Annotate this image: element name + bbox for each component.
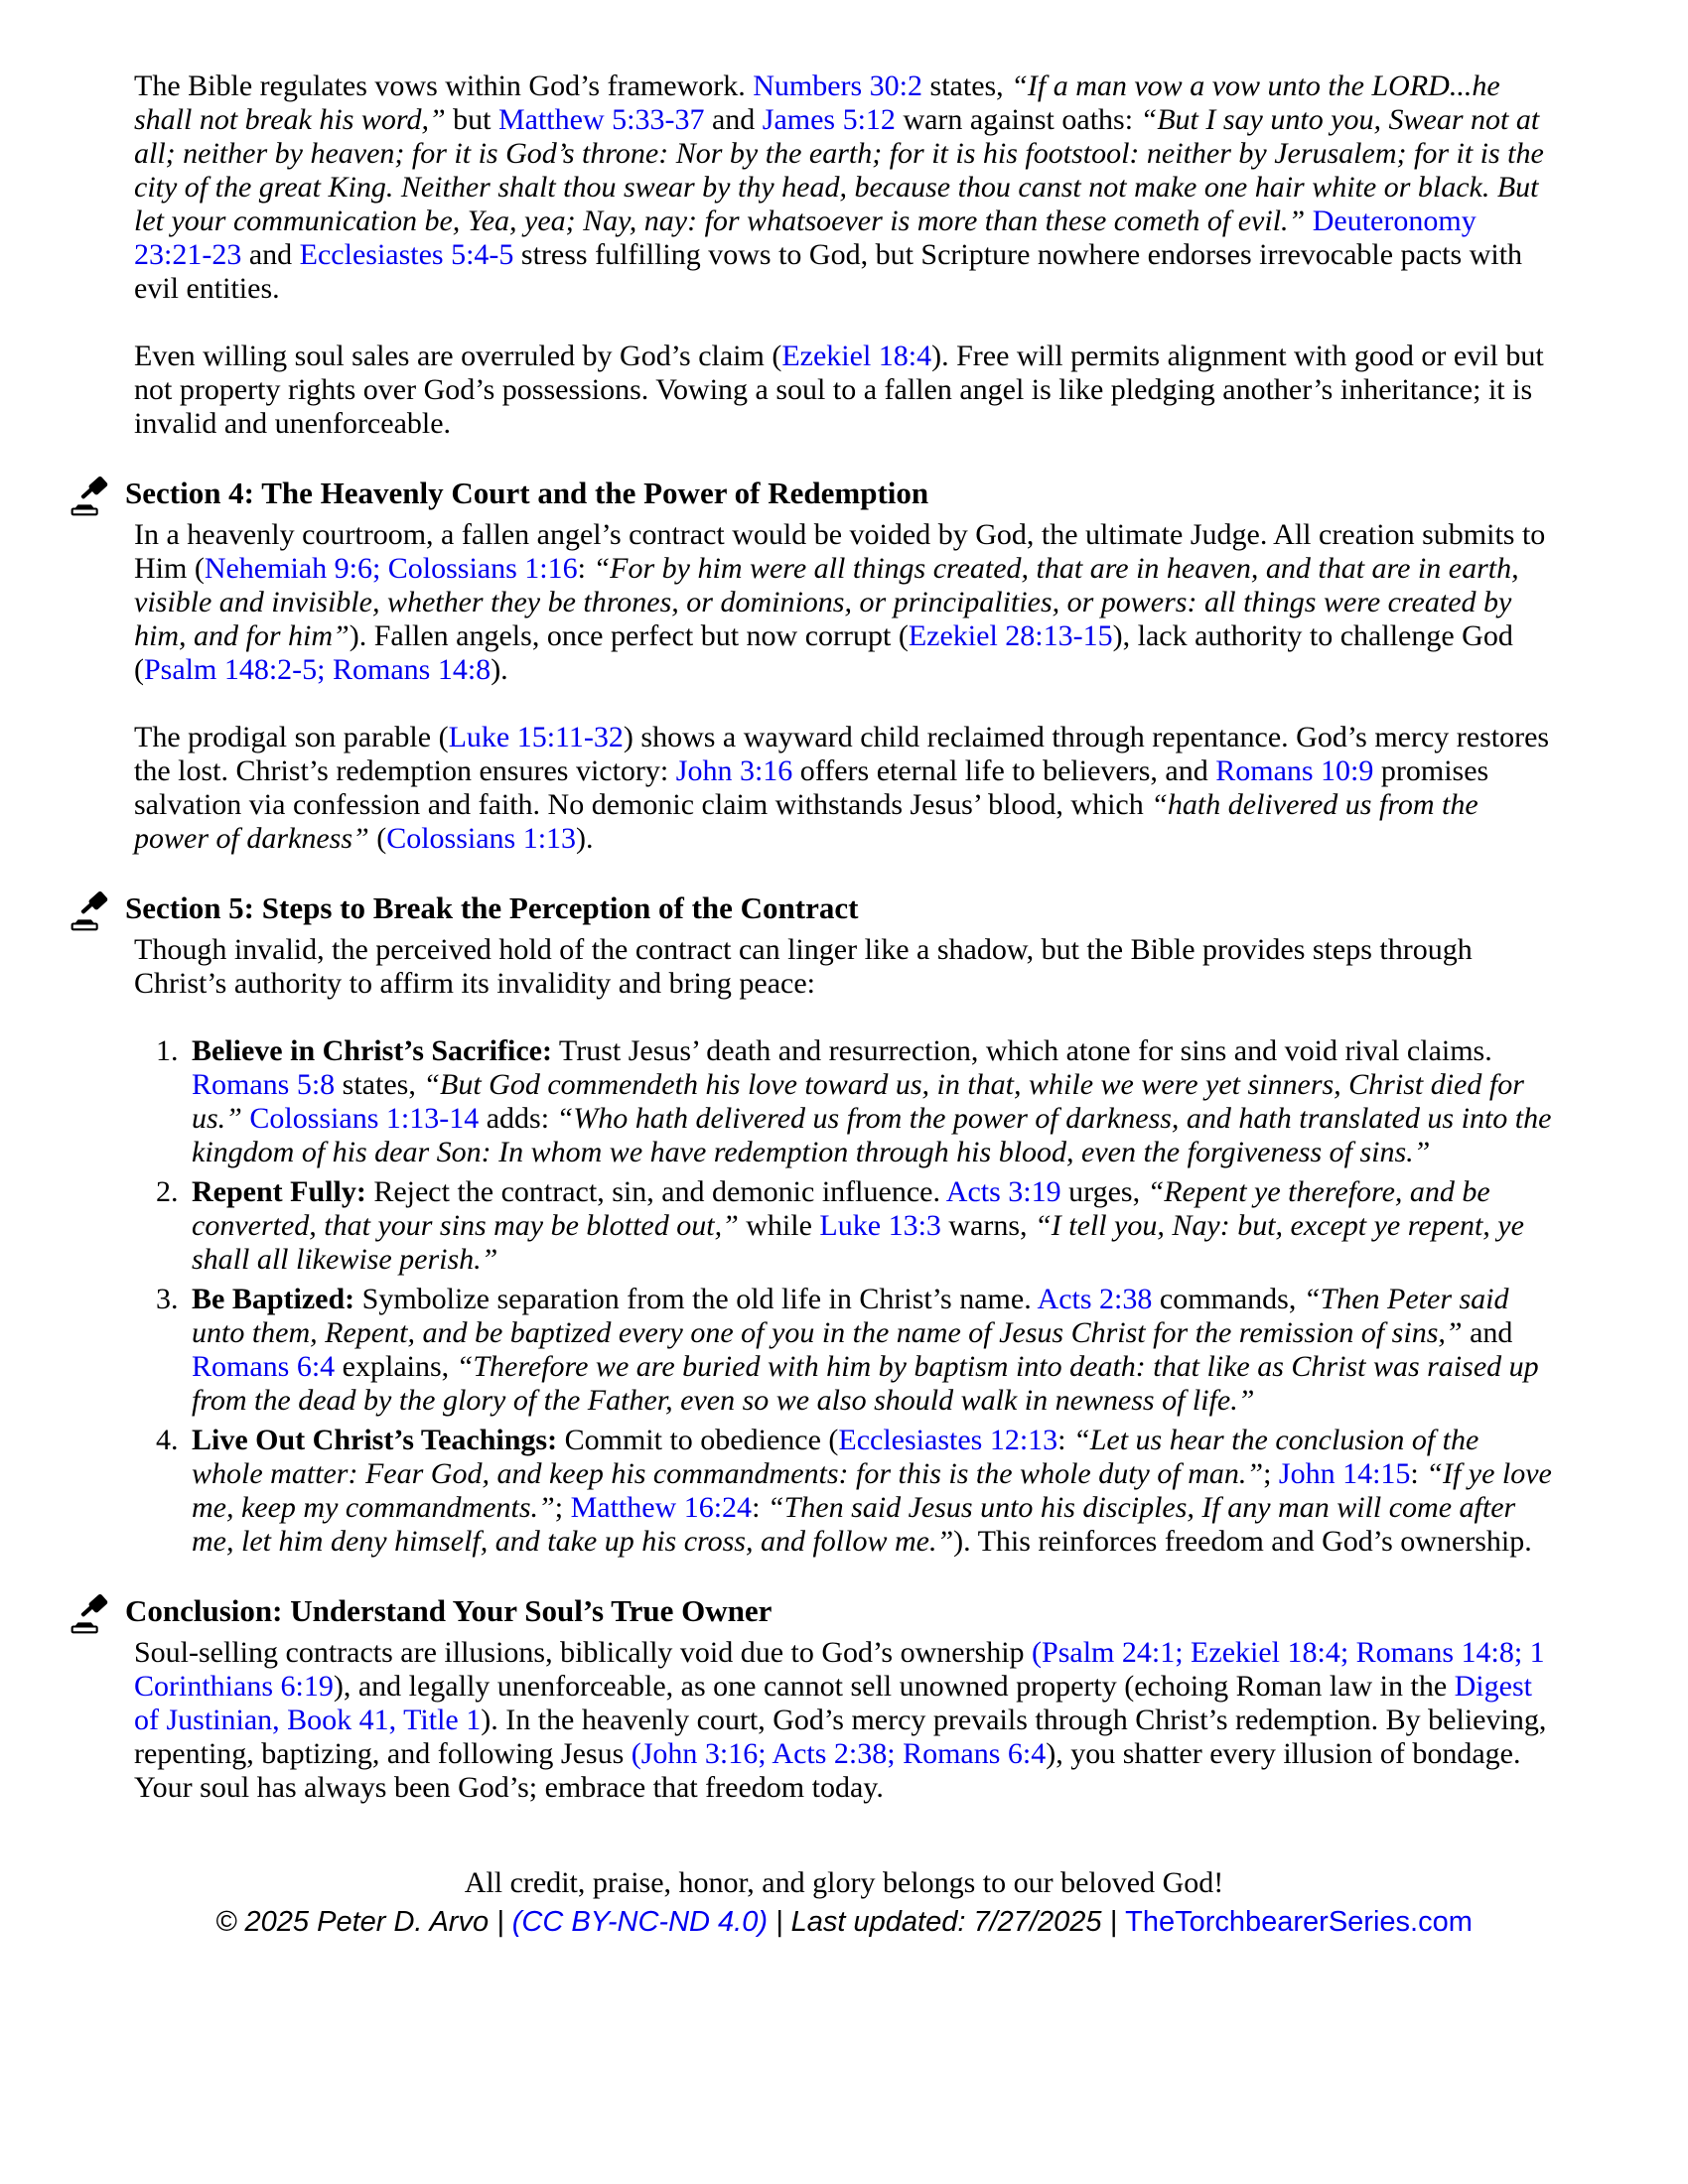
scripture-link[interactable]: Luke 13:3 [819, 1209, 941, 1242]
text-run: In a heavenly courtroom, a fallen angel’s contract would be voided by God, the ultimate Judge. All creation submits to Him ( [134, 518, 1546, 585]
text-run: “Therefore we are buried with him by baptism into death: that like as Christ was raised up from the dead by the glory of the Father, even so we also should walk in newness of life.” [192, 1350, 1539, 1417]
text-run: but [453, 103, 498, 136]
text-run: states, [335, 1068, 424, 1101]
conclusion-heading-text: Conclusion: Understand Your Soul’s True Owner [125, 1593, 773, 1628]
text-run: “For by him were all things created, that are in heaven, and that are in earth, visible and invisible, whether they be thrones, or dominions, or principalities, or powers: all things were created by him, and for him” [134, 552, 1519, 652]
text-run: : [752, 1491, 768, 1524]
text-run: Commit to obedience ( [557, 1424, 839, 1456]
text-run: ). [576, 822, 594, 855]
step-2-repent [186, 1175, 1554, 1277]
text-run: “hath delivered us from the power of darkness” [134, 788, 1478, 855]
text-run: Reject the contract, sin, and demonic influence. [365, 1175, 946, 1208]
text-run: ). In the heavenly court, God’s mercy prevails through Christ’s redemption. By believing, repenting, baptizing, and following Jesus [134, 1704, 1547, 1770]
text-run: adds: [479, 1102, 557, 1135]
step-3-baptized [186, 1283, 1554, 1418]
scripture-link[interactable]: Matthew 16:24 [570, 1491, 753, 1524]
text-run: “Then Peter said unto them, Repent, and be baptized every one of you in the name of Jesus Christ for the remission of sins,” [192, 1283, 1509, 1349]
text-run: : [577, 552, 594, 585]
conclusion-heading [70, 1592, 1554, 1634]
para-conclusion [134, 1636, 1554, 1805]
gavel-icon [70, 889, 111, 931]
text-run: ), lack authority to challenge God ( [134, 619, 1513, 686]
text-run: Trust Jesus’ death and resurrection, which atone for sins and void rival claims. [551, 1034, 1492, 1067]
scripture-link[interactable]: John 14:15 [1278, 1457, 1411, 1490]
para-vows-framework [134, 69, 1554, 306]
text-run: © 2025 Peter D. Arvo | [215, 1906, 512, 1938]
scripture-link[interactable]: (John 3:16; Acts 2:38; Romans 6:4 [631, 1737, 1047, 1770]
scripture-link[interactable]: Ezekiel 18:4 [781, 340, 932, 372]
text-run: “Then said Jesus unto his disciples, If any man will come after me, let him deny himself, and take up his cross, and follow me.” [192, 1491, 1516, 1558]
scripture-link[interactable]: Luke 15:11-32 [448, 721, 624, 753]
scripture-link[interactable]: (CC BY-NC-ND 4.0) [511, 1906, 768, 1938]
text-run: and [1462, 1316, 1513, 1349]
text-run: Though invalid, the perceived hold of the contract can linger like a shadow, but the Bible provides steps through Christ’s authority to affirm its invalidity and bring peace: [134, 933, 1473, 1000]
section-5-heading [70, 889, 1554, 931]
scripture-link[interactable]: Romans 6:4 [192, 1350, 336, 1383]
text-run: “Let us hear the conclusion of the whole matter: Fear God, and keep his commandments: for this is the whole duty of man.” [192, 1424, 1479, 1490]
text-run: ; [1263, 1457, 1279, 1490]
text-run: and [704, 103, 763, 136]
text-run: The prodigal son parable ( [134, 721, 449, 753]
para-soul-sales [134, 340, 1554, 441]
text-run: ; [554, 1491, 571, 1524]
scripture-link[interactable]: Ecclesiastes 5:4-5 [299, 238, 514, 271]
document-body [125, 69, 1554, 1805]
scripture-link[interactable]: Numbers 30:2 [753, 69, 923, 102]
scripture-link[interactable]: Matthew 5:33-37 [497, 103, 705, 136]
text-run: ( [368, 822, 387, 855]
scripture-link[interactable]: Ezekiel 28:13-15 [908, 619, 1113, 652]
text-run: offers eternal life to believers, and [792, 754, 1216, 787]
scripture-link[interactable]: Colossians 1:13 [386, 822, 577, 855]
para-steps-intro [134, 933, 1554, 1001]
text-run: Symbolize separation from the old life in Christ’s name. [354, 1283, 1038, 1315]
text-run: ) shows a wayward child reclaimed through repentance. God’s mercy restores the lost. Christ’s redemption ensures victory: [134, 721, 1550, 787]
text-run: and [241, 238, 300, 271]
text-run: “If ye love me, keep my commandments.” [192, 1457, 1552, 1524]
scripture-link[interactable]: Digest of Justinian, Book 41, Title 1 [134, 1670, 1532, 1736]
text-run: “Who hath delivered us from the power of darkness, and hath translated us into the kingdom of his dear Son: In whom we have redemption through his blood, even the forgiveness of sins.” [192, 1102, 1552, 1168]
text-run: | Last updated: 7/27/2025 | [767, 1906, 1126, 1938]
gavel-icon [70, 475, 111, 516]
text-run: “Repent ye therefore, and be converted, that your sins may be blotted out,” [192, 1175, 1490, 1242]
text-run: states, [922, 69, 1012, 102]
text-run: ), and legally unenforceable, as one cannot sell unowned property (echoing Roman law in the [333, 1670, 1455, 1703]
scripture-link[interactable]: TheTorchbearerSeries.com [1125, 1906, 1473, 1938]
text-run: warns, [940, 1209, 1036, 1242]
text-run: The Bible regulates vows within God’s framework. [134, 69, 754, 102]
text-run: ). [491, 653, 508, 686]
text-run: commands, [1152, 1283, 1304, 1315]
text-run: Soul-selling contracts are illusions, biblically void due to God’s ownership [134, 1636, 1033, 1669]
text-run: warn against oaths: [895, 103, 1141, 136]
text-run: urges, [1060, 1175, 1148, 1208]
steps-list [134, 1034, 1554, 1559]
text-run: Live Out Christ’s Teachings: [192, 1424, 558, 1456]
scripture-link[interactable]: Colossians 1:13-14 [249, 1102, 480, 1135]
scripture-link[interactable]: John 3:16 [675, 754, 793, 787]
section-5-heading-text: Section 5: Steps to Break the Perception of the Contract [125, 890, 859, 925]
scripture-link[interactable]: Romans 10:9 [1215, 754, 1374, 787]
scripture-link[interactable]: Romans 5:8 [192, 1068, 336, 1101]
text-run: ). Fallen angels, once perfect but now corrupt ( [349, 619, 909, 652]
text-run: ). This reinforces freedom and God’s ownership. [953, 1525, 1532, 1558]
scripture-link[interactable]: Nehemiah 9:6; Colossians 1:16 [204, 552, 578, 585]
scripture-link[interactable]: Psalm 148:2-5; Romans 14:8 [144, 653, 492, 686]
page-footer [134, 1866, 1554, 1940]
section-4-heading [70, 475, 1554, 516]
text-run: Even willing soul sales are overruled by God’s claim ( [134, 340, 782, 372]
footer-credit-line: All credit, praise, honor, and glory belongs to our beloved God! [464, 1866, 1224, 1899]
text-run: “But God commendeth his love toward us, in that, while we were yet sinners, Christ died for us.” [192, 1068, 1524, 1135]
text-run: ). Free will permits alignment with good or evil but not property rights over God’s possessions. Vowing a soul to a fallen angel is like pledging another’s inheritance; it is invalid and unenforceable. [134, 340, 1544, 440]
para-prodigal-son [134, 721, 1554, 856]
step-1-believe [186, 1034, 1554, 1169]
text-run: stress fulfilling vows to God, but Scripture nowhere endorses irrevocable pacts with evil entities. [134, 238, 1523, 305]
text-run [1305, 205, 1313, 237]
text-run: “But I say unto you, Swear not at all; neither by heaven; for it is God’s throne: Nor by the earth; for it is his footstool: neither by Jerusalem; for it is the city of the great King. Neither shalt thou swear by thy head, because thou canst not make one hair white or black. But let your communication be, Yea, yea; Nay, nay: for whatsoever is more than these cometh of evil.” [134, 103, 1544, 237]
text-run: : [1410, 1457, 1427, 1490]
scripture-link[interactable]: Acts 2:38 [1037, 1283, 1153, 1315]
text-run: : [1057, 1424, 1074, 1456]
text-run: while [738, 1209, 820, 1242]
text-run: Repent Fully: [192, 1175, 366, 1208]
section-4-heading-text: Section 4: The Heavenly Court and the Power of Redemption [125, 476, 929, 510]
text-run: ), you shatter every illusion of bondage. Your soul has always been God’s; embrace that freedom today. [134, 1737, 1521, 1804]
scripture-link[interactable]: Acts 3:19 [945, 1175, 1061, 1208]
text-run: explains, [335, 1350, 457, 1383]
scripture-link[interactable]: (Psalm 24:1; Ezekiel 18:4; Romans 14:8; 1 Corinthians 6:19 [134, 1636, 1545, 1703]
scripture-link[interactable]: Deuteronomy 23:21-23 [134, 205, 1477, 271]
para-heavenly-courtroom [134, 518, 1554, 687]
text-run: “If a man vow a vow unto the LORD...he shall not break his word,” [134, 69, 1500, 136]
text-run: Be Baptized: [192, 1283, 355, 1315]
footer-copyright-line [134, 1904, 1554, 1940]
scripture-link[interactable]: James 5:12 [762, 103, 896, 136]
scripture-link[interactable]: Ecclesiastes 12:13 [838, 1424, 1058, 1456]
text-run: promises salvation via confession and faith. No demonic claim withstands Jesus’ blood, which [134, 754, 1489, 821]
text-run: Believe in Christ’s Sacrifice: [192, 1034, 552, 1067]
text-run: “I tell you, Nay: but, except ye repent, ye shall all likewise perish.” [192, 1209, 1524, 1276]
gavel-icon [70, 1592, 111, 1634]
step-4-live-out [186, 1424, 1554, 1559]
